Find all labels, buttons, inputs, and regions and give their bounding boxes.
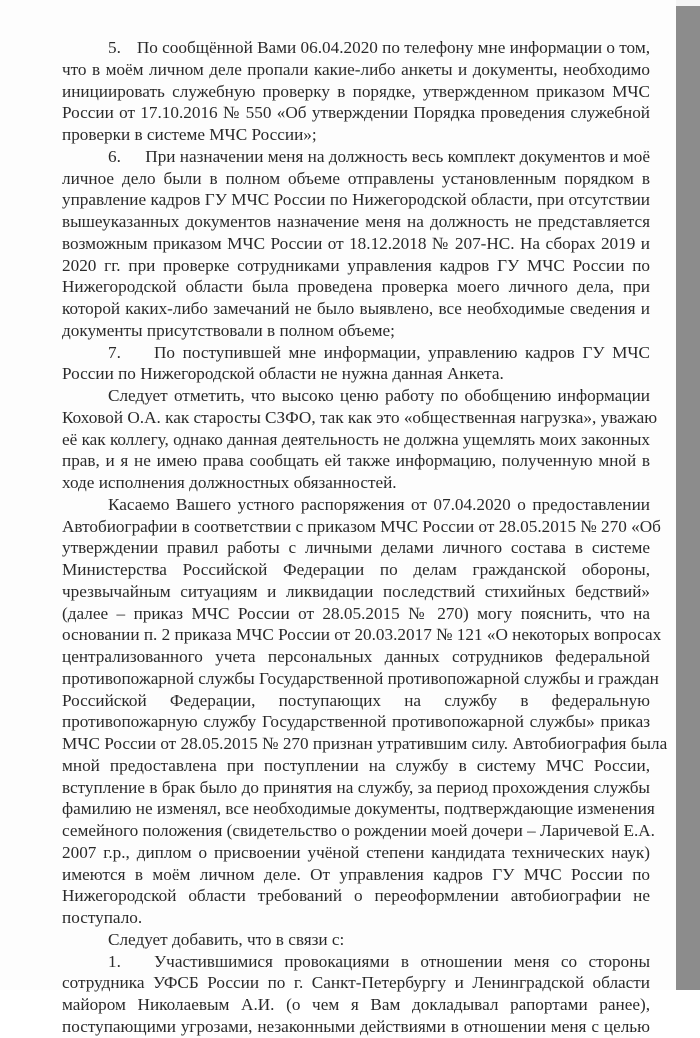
text-line: документы присутствовали в полном объеме;: [62, 320, 395, 340]
text-line: управление кадров ГУ МЧС России по Нижегородской области, при отсутствии: [62, 190, 650, 210]
text-line: имеются в моём личном деле. От управления кадров ГУ МЧС России по: [62, 864, 650, 884]
item-number: 7.: [108, 342, 121, 362]
paragraph-first-line: Следует отметить, что высоко ценю работу по обобщению информации: [108, 386, 650, 405]
paragraph-note: [62, 385, 658, 494]
text-line: противопожарную службу Государственной противопожарной службы» приказ: [62, 712, 650, 732]
text-line: основании п. 2 приказа МЧС России от 20.03.2017 № 121 «О некоторых вопросах: [62, 625, 662, 645]
text-line: России от 17.10.2016 № 550 «Об утверждении Порядка проведения служебной: [62, 103, 650, 123]
numbered-item-6: [62, 146, 650, 342]
text-line: централизованного учета персональных данных сотрудников федеральной: [62, 647, 650, 666]
text-line: фамилию не изменял, все необходимые документы, подтверждающие изменения: [62, 799, 655, 819]
item-number: 1.: [108, 951, 121, 971]
item-first-line: Участившимися провокациями в отношении меня со стороны: [154, 951, 650, 971]
text-line: проверки в системе МЧС России»;: [62, 125, 317, 144]
scanner-edge-strip: [676, 6, 700, 990]
paragraph-autobiography: [62, 494, 668, 929]
text-line: личное дело были в полном объеме отправлены установленным порядком в: [62, 168, 650, 188]
item-number: 5.: [108, 38, 121, 57]
text-line: (далее – приказ МЧС России от 28.05.2015 № 270) могу пояснить, что на: [62, 603, 650, 623]
text-line: Нижегородской области требований о переоформлении автобиографии не: [62, 886, 650, 906]
text-line: мной предоставлена при поступлении на службу в систему МЧС России,: [62, 755, 650, 775]
text-line: МЧС России от 28.05.2015 № 270 признан утратившим силу. Автобиография была: [62, 734, 668, 753]
text-line: 2007 г.р., диплом о присвоении учёной степени кандидата технических наук): [62, 842, 650, 862]
numbered-item-1: [62, 951, 650, 1038]
text-line: Российской Федерации, поступающих на службу в федеральную: [62, 690, 650, 710]
text-line: которой каких-либо замечаний не было выявлено, все необходимые сведения и: [62, 299, 650, 318]
paragraph-first-line: Касаемо Вашего устного распоряжения от 07.04.2020 о предоставлении: [108, 494, 650, 514]
text-line: её как коллегу, однако данная деятельность не должна ущемлять моих законных: [62, 429, 650, 449]
text-line: противопожарной службы Государственной противопожарной службы и граждан: [62, 668, 659, 688]
text-line: вышеуказанных документов назначение меня на должность не представляется: [62, 212, 650, 231]
item-first-line: По сообщённой Вами 06.04.2020 по телефону мне информации о том,: [136, 38, 650, 57]
text-line: Коховой О.А. как старосты СЗФО, так как это «общественная нагрузка», уважаю: [62, 407, 658, 427]
text-line: что в моём личном деле пропали какие-либо анкеты и документы, необходимо: [62, 59, 650, 79]
item-number: 6.: [108, 146, 121, 166]
text-line: Министерства Российской Федерации по делам гражданской обороны,: [62, 560, 650, 579]
text-line: вступление в брак было до принятия на службу, за период прохождения службы: [62, 777, 650, 797]
item-first-line: По поступившей мне информации, управлению кадров ГУ МЧС: [154, 342, 650, 362]
text-line: утверждении правил работы с личными делами личного состава в системе: [62, 538, 650, 558]
item-first-line: При назначении меня на должность весь комплект документов и моё: [145, 146, 650, 166]
paragraph-first-line: Следует добавить, что в связи с:: [108, 929, 345, 949]
document-body: [62, 37, 668, 1038]
numbered-item-5: [62, 37, 650, 146]
text-line: 2020 гг. при проверке сотрудниками управления кадров ГУ МЧС России по: [62, 255, 650, 275]
text-line: майором Николаевым А.И. (о чем я Вам докладывал рапортами ранее),: [62, 995, 650, 1014]
numbered-item-7: [62, 342, 650, 386]
text-line: чрезвычайным ситуациям и ликвидации последствий стихийных бедствий»: [62, 581, 650, 601]
text-line: инициировать служебную проверку в порядке, утвержденном приказом МЧС: [62, 81, 650, 101]
text-line: Автобиографии в соответствии с приказом МЧС России от 28.05.2015 № 270 «Об: [62, 516, 661, 536]
text-line: сотрудника УФСБ России по г. Санкт-Петербургу и Ленинградской области: [62, 973, 650, 993]
text-line: России по Нижегородской области не нужна данная Анкета.: [62, 364, 504, 384]
text-line: прав, и я не имею права сообщать ей также информацию, полученную мной в: [62, 451, 650, 471]
text-line: возможным приказом МЧС России от 18.12.2018 № 207-НС. На сборах 2019 и: [62, 233, 650, 253]
text-line: поступающими угрозами, незаконными действиями в отношении меня с целью: [62, 1016, 650, 1036]
text-line: Нижегородской области была проведена проверка моего личного дела, при: [62, 277, 650, 297]
text-line: ходе исполнения должностных обязанностей.: [62, 473, 397, 492]
paragraph-addition: [62, 929, 650, 951]
text-line: поступало.: [62, 908, 143, 927]
text-line: семейного положения (свидетельство о рождении моей дочери – Ларичевой Е.А.: [62, 821, 655, 840]
